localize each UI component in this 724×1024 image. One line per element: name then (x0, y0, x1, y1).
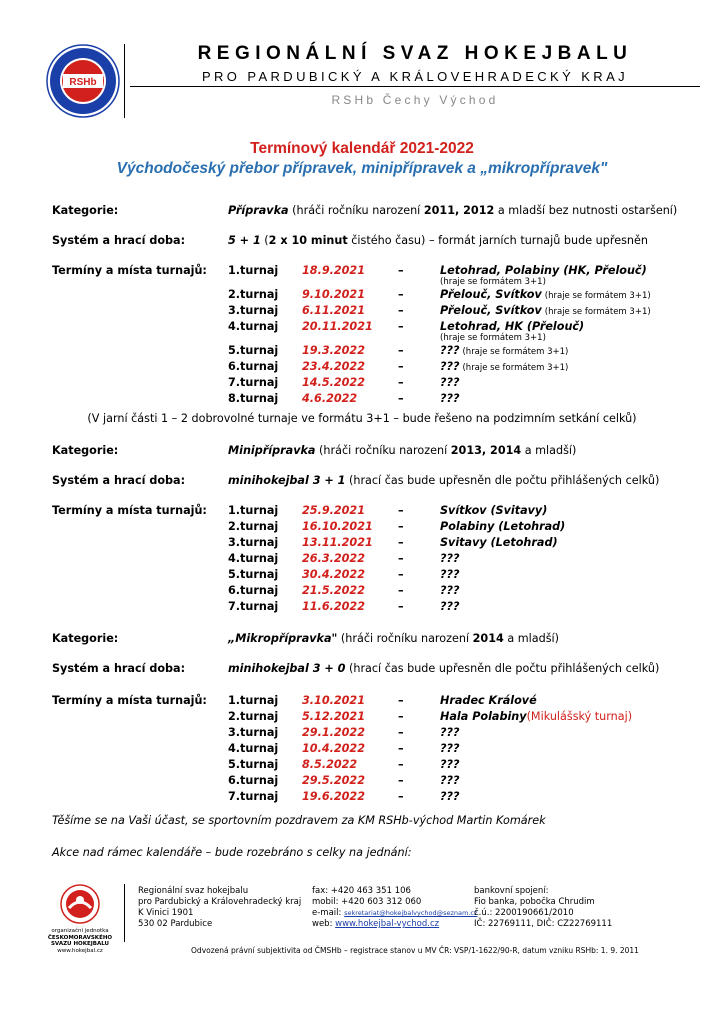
tournament-dash: – (398, 552, 404, 565)
tournament-round: 1.turnaj (228, 504, 279, 517)
place-name: ??? (440, 376, 460, 389)
tournament-place (440, 288, 651, 303)
place-name: ??? (440, 790, 460, 803)
web-link[interactable]: www.hokejbal-vychod.cz (335, 919, 440, 929)
email-link[interactable]: sekretariat@hokejbalvychod@seznam.cz (344, 909, 478, 917)
tournament-round: 3.turnaj (228, 536, 279, 549)
tournament-date: 9.10.2021 (302, 288, 365, 301)
format-note: (hraje se formátem 3+1) (440, 333, 546, 343)
tournament-place (440, 504, 547, 518)
tournament-place (440, 320, 584, 334)
tournament-round: 2.turnaj (228, 288, 279, 301)
format-note: (hraje se formátem 3+1) (462, 363, 569, 373)
footer-bank: bankovní spojení: Fio banka, pobočka Chrudim č.ú.: 2200190661/2010 IČ: 22769111, DIČ: CZ22769111 (474, 886, 613, 929)
schedule-label: Termíny a místa turnajů: (52, 694, 207, 707)
tournament-date: 30.4.2022 (302, 568, 365, 581)
category-value: Přípravka (hráči ročníku narození 2011, 2012 a mladší bez nutnosti ostaršení) (228, 204, 678, 217)
tournament-round: 8.turnaj (228, 392, 279, 405)
category-value: „Mikropřípravka" (hráči ročníku narození 2014 a mladší) (228, 632, 560, 645)
footer-address: Regionální svaz hokejbalu pro Pardubický a Královehradecký kraj K Vinici 1901 530 02 Pardubice (138, 886, 302, 929)
tournament-dash: – (398, 344, 404, 357)
tournament-place (440, 568, 459, 582)
place-name: ??? (440, 600, 460, 613)
tournament-place (440, 758, 459, 772)
place-name: Hradec Králové (440, 694, 537, 707)
tournament-place (440, 344, 568, 359)
tournament-round: 6.turnaj (228, 584, 279, 597)
document-subtitle: Východočeský přebor přípravek, minipřípravek a „mikropřípravek" (116, 160, 608, 177)
tournament-date: 29.1.2022 (302, 726, 365, 739)
place-name: ??? (440, 568, 460, 581)
tournament-dash: – (398, 758, 404, 771)
system-label: Systém a hrací doba: (52, 234, 186, 247)
format-note: (hraje se formátem 3+1) (544, 307, 651, 317)
tournament-place (440, 376, 459, 390)
tournament-date: 10.4.2022 (302, 742, 365, 755)
tournament-round: 2.turnaj (228, 520, 279, 533)
tournament-round: 5.turnaj (228, 344, 279, 357)
tournament-dash: – (398, 376, 404, 389)
place-name: Letohrad, HK (Přelouč) (440, 320, 585, 333)
schedule-label: Termíny a místa turnajů: (52, 264, 207, 277)
category-label: Kategorie: (52, 444, 119, 457)
place-name: Přelouč, Svítkov (440, 304, 542, 317)
tournament-place (440, 774, 459, 788)
tournament-date: 6.11.2021 (302, 304, 365, 317)
tournament-dash: – (398, 600, 404, 613)
format-note: (hraje se formátem 3+1) (544, 291, 651, 301)
tournament-dash: – (398, 520, 404, 533)
tournament-dash: – (398, 742, 404, 755)
tournament-place (440, 584, 459, 598)
tournament-place (440, 710, 632, 724)
tournament-date: 16.10.2021 (302, 520, 373, 533)
place-name: ??? (440, 392, 460, 405)
legal-note: Odvozená právní subjektivita od ČMSHb – registrace stanov u MV ČR: VSP/1-1622/90-R, datum vzniku RSHb: 1. 9. 2011 (191, 946, 639, 955)
cmshb-logo (60, 884, 100, 924)
place-name: ??? (440, 758, 460, 771)
tournament-date: 26.3.2022 (302, 552, 365, 565)
tournament-dash: – (398, 304, 404, 317)
schedule-label: Termíny a místa turnajů: (52, 504, 207, 517)
footer-contacts: fax: +420 463 351 106 mobil: +420 603 312 060 e-mail: sekretariat@hokejbalvychod@seznam.cz web: www.hokejbal-vychod.cz (312, 886, 478, 929)
tournament-round: 4.turnaj (228, 552, 279, 565)
tournament-date: 8.5.2022 (302, 758, 358, 771)
tournament-date: 23.4.2022 (302, 360, 365, 373)
tournament-place (440, 392, 459, 406)
tournament-dash: – (398, 710, 404, 723)
tournament-dash: – (398, 536, 404, 549)
tournament-place (440, 360, 568, 375)
tournament-round: 1.turnaj (228, 264, 279, 277)
system-value: minihokejbal 3 + 1 (hrací čas bude upřesněn dle počtu přihlášených celků) (228, 474, 660, 487)
place-name: ??? (440, 344, 460, 357)
tournament-date: 25.9.2021 (302, 504, 365, 517)
tournament-round: 3.turnaj (228, 726, 279, 739)
format-note: (hraje se formátem 3+1) (462, 347, 569, 357)
tournament-round: 6.turnaj (228, 774, 279, 787)
tournament-round: 4.turnaj (228, 742, 279, 755)
tournament-round: 6.turnaj (228, 360, 279, 373)
tournament-place (440, 536, 558, 550)
tournament-dash: – (398, 774, 404, 787)
place-name: Hala Polabiny (440, 710, 527, 723)
place-name: ??? (440, 552, 460, 565)
tournament-round: 7.turnaj (228, 376, 279, 389)
place-name: Letohrad, Polabiny (HK, Přelouč) (440, 264, 647, 277)
tournament-dash: – (398, 392, 404, 405)
tournament-round: 5.turnaj (228, 758, 279, 771)
org-name: REGIONÁLNÍ SVAZ HOKEJBALU (197, 43, 633, 64)
tournament-round: 2.turnaj (228, 710, 279, 723)
tournament-dash: – (398, 264, 404, 277)
closing-greeting: Těšíme se na Vaši účast, se sportovním pozdravem za KM RSHb-východ Martin Komárek (52, 814, 546, 827)
tournament-date: 20.11.2021 (302, 320, 373, 333)
short-name: RSHb Čechy Východ (331, 93, 499, 107)
system-value: 5 + 1 (2 x 10 minut čistého času) – formát jarních turnajů bude upřesněn (228, 234, 648, 247)
place-name: ??? (440, 584, 460, 597)
tournament-date: 4.6.2022 (302, 392, 358, 405)
tournament-round: 1.turnaj (228, 694, 279, 707)
tournament-place (440, 790, 459, 804)
footer-divider (124, 884, 125, 942)
svg-text:RSHb: RSHb (69, 77, 97, 88)
format-note: (hraje se formátem 3+1) (440, 277, 546, 287)
tournament-dash: – (398, 504, 404, 517)
event-note: (Mikulášský turnaj) (526, 710, 633, 723)
category-label: Kategorie: (52, 632, 119, 645)
tournament-round: 7.turnaj (228, 600, 279, 613)
tournament-date: 11.6.2022 (302, 600, 365, 613)
tournament-dash: – (398, 360, 404, 373)
extra-events-note: Akce nad rámec kalendáře – bude rozebráno s celky na jednání: (52, 846, 412, 859)
place-name: Přelouč, Svítkov (440, 288, 542, 301)
category-value: Minipřípravka (hráči ročníku narození 2013, 2014 a mladší) (228, 444, 577, 457)
place-name: ??? (440, 360, 460, 373)
tournament-dash: – (398, 694, 404, 707)
tournament-dash: – (398, 790, 404, 803)
tournament-dash: – (398, 584, 404, 597)
tournament-place (440, 264, 647, 278)
tournament-place (440, 304, 651, 319)
spring-footnote: (V jarní části 1 – 2 dobrovolné turnaje ve formátu 3+1 – bude řešeno na podzimním setkání celků) (87, 412, 637, 425)
tournament-round: 7.turnaj (228, 790, 279, 803)
org-region: PRO PARDUBICKÝ A KRÁLOVEHRADECKÝ KRAJ (201, 69, 629, 84)
tournament-date: 3.10.2021 (302, 694, 365, 707)
tournament-place (440, 742, 459, 756)
header-rule (130, 86, 700, 87)
tournament-date: 13.11.2021 (302, 536, 373, 549)
place-name: Svitavy (Letohrad) (440, 536, 558, 549)
tournament-round: 4.turnaj (228, 320, 279, 333)
document-title: Termínový kalendář 2021-2022 (250, 140, 474, 157)
tournament-round: 3.turnaj (228, 304, 279, 317)
tournament-place (440, 726, 459, 740)
category-label: Kategorie: (52, 204, 119, 217)
tournament-date: 18.9.2021 (302, 264, 365, 277)
tournament-date: 21.5.2022 (302, 584, 365, 597)
tournament-round: 5.turnaj (228, 568, 279, 581)
tournament-dash: – (398, 288, 404, 301)
system-value: minihokejbal 3 + 0 (hrací čas bude upřesněn dle počtu přihlášených celků) (228, 662, 660, 675)
place-name: Svítkov (Svitavy) (440, 504, 548, 517)
system-label: Systém a hrací doba: (52, 474, 186, 487)
rshb-logo (46, 44, 120, 118)
header-divider (124, 44, 125, 118)
tournament-date: 19.3.2022 (302, 344, 365, 357)
tournament-place (440, 552, 459, 566)
tournament-place (440, 520, 565, 534)
place-name: ??? (440, 774, 460, 787)
place-name: ??? (440, 742, 460, 755)
place-name: Polabiny (Letohrad) (440, 520, 566, 533)
tournament-place (440, 694, 537, 708)
tournament-dash: – (398, 568, 404, 581)
tournament-date: 29.5.2022 (302, 774, 365, 787)
system-label: Systém a hrací doba: (52, 662, 186, 675)
tournament-dash: – (398, 726, 404, 739)
place-name: ??? (440, 726, 460, 739)
tournament-place (440, 600, 459, 614)
tournament-dash: – (398, 320, 404, 333)
tournament-date: 5.12.2021 (302, 710, 365, 723)
cmshb-caption: organizační jednotka ČESKOMORAVSKÉHO SVAZU HOKEJBALU www.hokejbal.cz (47, 928, 113, 954)
tournament-date: 19.6.2022 (302, 790, 365, 803)
tournament-date: 14.5.2022 (302, 376, 365, 389)
